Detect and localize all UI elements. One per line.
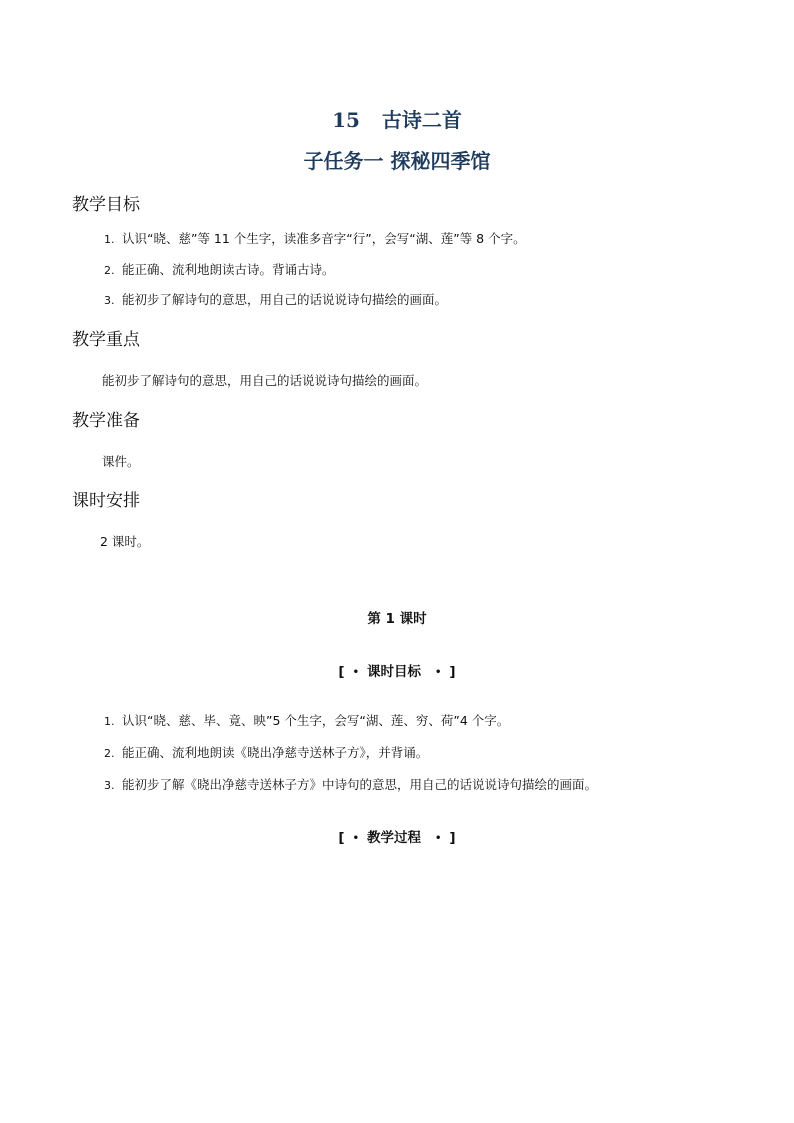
period-goals-label	[0, 660, 794, 680]
objective-item-1	[104, 229, 526, 247]
bracket-close: ]	[449, 830, 456, 846]
goal-index: 2.	[104, 747, 115, 760]
objective-item-3	[104, 290, 447, 308]
lesson-title	[0, 104, 794, 133]
process-label	[0, 826, 794, 846]
process-label-text: 教学过程	[367, 830, 421, 846]
schedule-heading: 课时安排	[72, 491, 140, 511]
objective-index: 3.	[104, 294, 115, 307]
goal-index: 1.	[104, 715, 115, 728]
period-goal-item-2	[104, 743, 428, 761]
key-points-heading: 教学重点	[72, 330, 140, 350]
objective-text: 认识“晓、慈”等 11 个生字，读准多音字“行”，会写“湖、莲”等 8 个字。	[122, 231, 526, 246]
goal-text: 认识“晓、慈、毕、竟、映”5 个生字，会写“湖、莲、穷、荷”4 个字。	[122, 713, 510, 728]
objective-text: 能正确、流利地朗读古诗。背诵古诗。	[122, 262, 335, 277]
bullet-dot-icon: •	[352, 833, 359, 844]
bracket-close: ]	[449, 664, 456, 680]
bullet-dot-icon: •	[435, 833, 442, 844]
objective-text: 能初步了解诗句的意思，用自己的话说说诗句描绘的画面。	[122, 292, 448, 307]
objective-index: 1.	[104, 233, 115, 246]
schedule-text: 2 课时。	[100, 534, 150, 549]
bullet-dot-icon: •	[352, 667, 359, 678]
bracket-open: [	[338, 664, 345, 680]
objectives-heading: 教学目标	[72, 195, 140, 215]
goal-text: 能初步了解《晓出净慈寺送林子方》中诗句的意思，用自己的话说说诗句描绘的画面。	[122, 777, 598, 792]
preparation-text: 课件。	[102, 454, 140, 469]
lesson-number: 15	[332, 108, 360, 132]
goals-label-text: 课时目标	[367, 664, 421, 680]
objective-index: 2.	[104, 264, 115, 277]
period-goal-item-1	[104, 711, 509, 729]
key-points-text: 能初步了解诗句的意思，用自己的话说说诗句描绘的画面。	[102, 373, 428, 388]
subtask-title: 子任务一 探秘四季馆	[303, 149, 491, 173]
preparation-heading: 教学准备	[72, 411, 140, 431]
lesson-title-text: 古诗二首	[381, 108, 462, 132]
objective-item-2	[104, 260, 335, 278]
goal-index: 3.	[104, 779, 115, 792]
bullet-dot-icon: •	[435, 667, 442, 678]
bracket-open: [	[338, 830, 345, 846]
period-goal-item-3	[104, 775, 597, 793]
period-title: 第 1 课时	[367, 611, 427, 627]
goal-text: 能正确、流利地朗读《晓出净慈寺送林子方》，并背诵。	[122, 745, 429, 760]
